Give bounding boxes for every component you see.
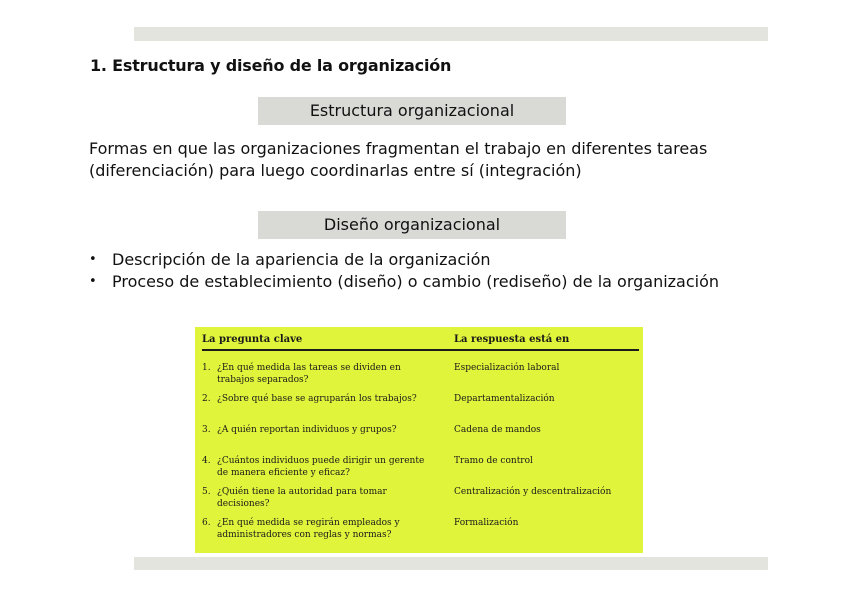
bullet-icon: •: [89, 252, 97, 267]
bullet-icon: •: [89, 274, 97, 289]
row-number: 4.: [202, 456, 211, 466]
row-number: 6.: [202, 518, 211, 528]
row-answer: Formalización: [454, 518, 519, 528]
bullet-item: [89, 249, 729, 271]
structure-label-box: Estructura organizacional: [258, 97, 566, 125]
key-questions-table: [195, 327, 643, 553]
structure-definition-text: Formas en que las organizaciones fragmentan el trabajo en diferentes tareas (diferenciación) para luego coordinarlas entre sí (integración): [89, 139, 708, 180]
row-question: ¿Sobre qué base se agruparán los trabajos?: [217, 394, 417, 404]
row-answer: Cadena de mandos: [454, 425, 541, 435]
design-bullet-list: [89, 249, 729, 293]
row-number: 1.: [202, 363, 211, 373]
row-number: 2.: [202, 394, 211, 404]
row-question: ¿En qué medida las tareas se dividen en trabajos separados?: [217, 363, 401, 385]
bullet-text: Descripción de la apariencia de la organización: [112, 250, 491, 269]
row-question: ¿Quién tiene la autoridad para tomar decisiones?: [217, 487, 387, 509]
table-header-question: La pregunta clave: [202, 334, 303, 345]
row-answer: Departamentalización: [454, 394, 555, 404]
row-question: ¿En qué medida se regirán empleados y administradores con reglas y normas?: [217, 518, 400, 540]
section-heading: 1. Estructura y diseño de la organización: [90, 56, 452, 75]
row-question: ¿Cuántos individuos puede dirigir un gerente de manera eficiente y eficaz?: [217, 456, 425, 478]
row-answer: Centralización y descentralización: [454, 487, 612, 497]
design-label-box: Diseño organizacional: [258, 211, 566, 239]
bullet-item: [89, 271, 729, 293]
table-header-rule: [202, 349, 639, 351]
table-header-answer: La respuesta está en: [454, 334, 570, 345]
top-decorative-band: [134, 27, 768, 41]
row-number: 5.: [202, 487, 211, 497]
row-answer: Tramo de control: [454, 456, 533, 466]
row-answer: Especialización laboral: [454, 363, 560, 373]
row-number: 3.: [202, 425, 211, 435]
row-question: ¿A quién reportan individuos y grupos?: [217, 425, 397, 435]
bottom-decorative-band: [134, 557, 768, 570]
bullet-text: Proceso de establecimiento (diseño) o cambio (rediseño) de la organización: [112, 272, 720, 291]
